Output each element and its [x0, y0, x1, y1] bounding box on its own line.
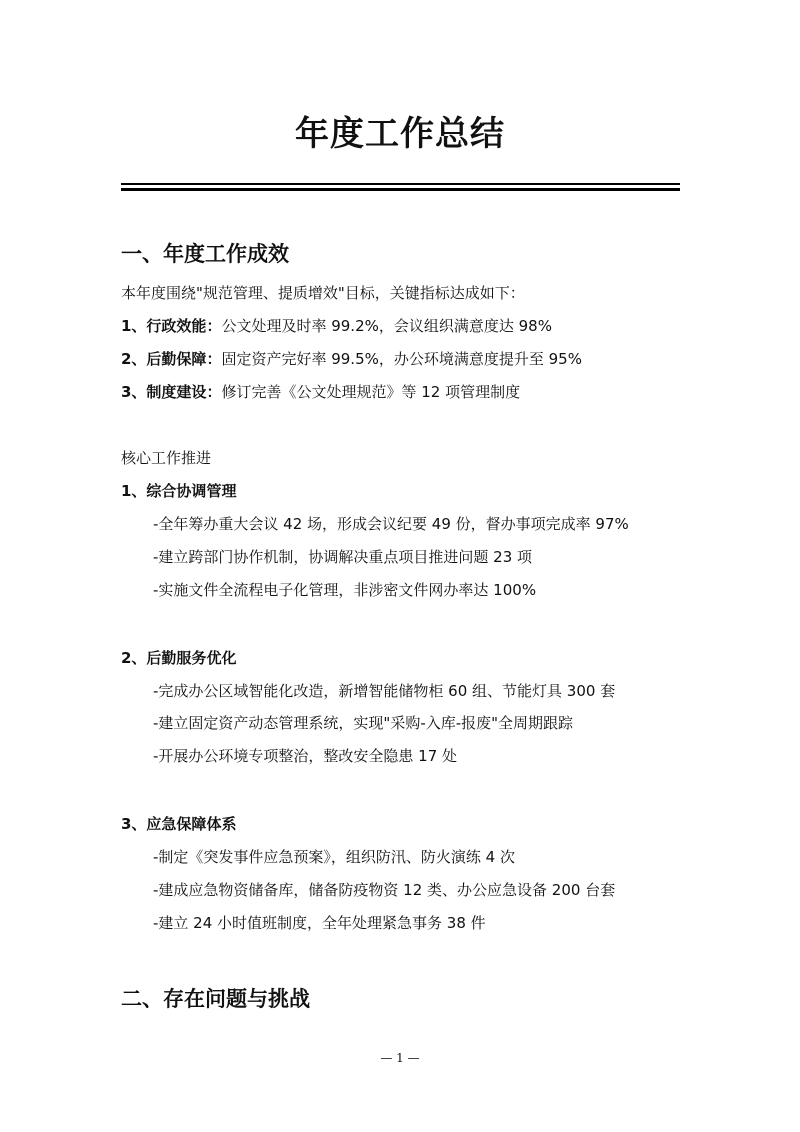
- section-heading-2: 二、存在问题与挑战: [121, 987, 310, 1011]
- list-item: -制定《突发事件应急预案》，组织防汛、防火演练 4 次: [153, 848, 515, 866]
- metric-text: 固定资产完好率 99.5%，办公环境满意度提升至 95%: [221, 350, 582, 368]
- group-title: 1、综合协调管理: [121, 482, 237, 500]
- core-work-heading: 核心工作推进: [121, 449, 212, 467]
- page-number: — 1 —: [380, 1051, 420, 1065]
- metric-label: 1、行政效能：: [121, 317, 222, 335]
- section-intro: 本年度围绕"规范管理、提质增效"目标，关键指标达成如下：: [121, 284, 525, 302]
- metric-label: 3、制度建设：: [121, 383, 222, 401]
- group-title: 2、后勤服务优化: [121, 649, 237, 667]
- title-rule-thick: [121, 188, 680, 191]
- metric-line: [121, 382, 520, 402]
- metric-label: 2、后勤保障：: [121, 350, 222, 368]
- section-heading-1: 一、年度工作成效: [121, 242, 289, 266]
- title-rule-thin: [121, 183, 680, 185]
- list-item: -建立 24 小时值班制度，全年处理紧急事务 38 件: [153, 914, 486, 932]
- document-title: 年度工作总结: [295, 114, 505, 154]
- metric-text: 公文处理及时率 99.2%，会议组织满意度达 98%: [221, 317, 552, 335]
- metric-line: [121, 349, 582, 369]
- list-item: -完成办公区域智能化改造，新增智能储物柜 60 组、节能灯具 300 套: [153, 682, 616, 700]
- list-item: -建立固定资产动态管理系统，实现"采购-入库-报废"全周期跟踪: [153, 714, 574, 732]
- list-item: -建立跨部门协作机制，协调解决重点项目推进问题 23 项: [153, 548, 533, 566]
- metric-line: [121, 316, 552, 336]
- list-item: -全年筹办重大会议 42 场，形成会议纪要 49 份，督办事项完成率 97%: [153, 515, 629, 533]
- list-item: -建成应急物资储备库，储备防疫物资 12 类、办公应急设备 200 台套: [153, 881, 616, 899]
- group-title: 3、应急保障体系: [121, 815, 237, 833]
- list-item: -实施文件全流程电子化管理，非涉密文件网办率达 100%: [153, 581, 537, 599]
- metric-text: 修订完善《公文处理规范》等 12 项管理制度: [221, 383, 521, 401]
- list-item: -开展办公环境专项整治，整改安全隐患 17 处: [153, 747, 458, 765]
